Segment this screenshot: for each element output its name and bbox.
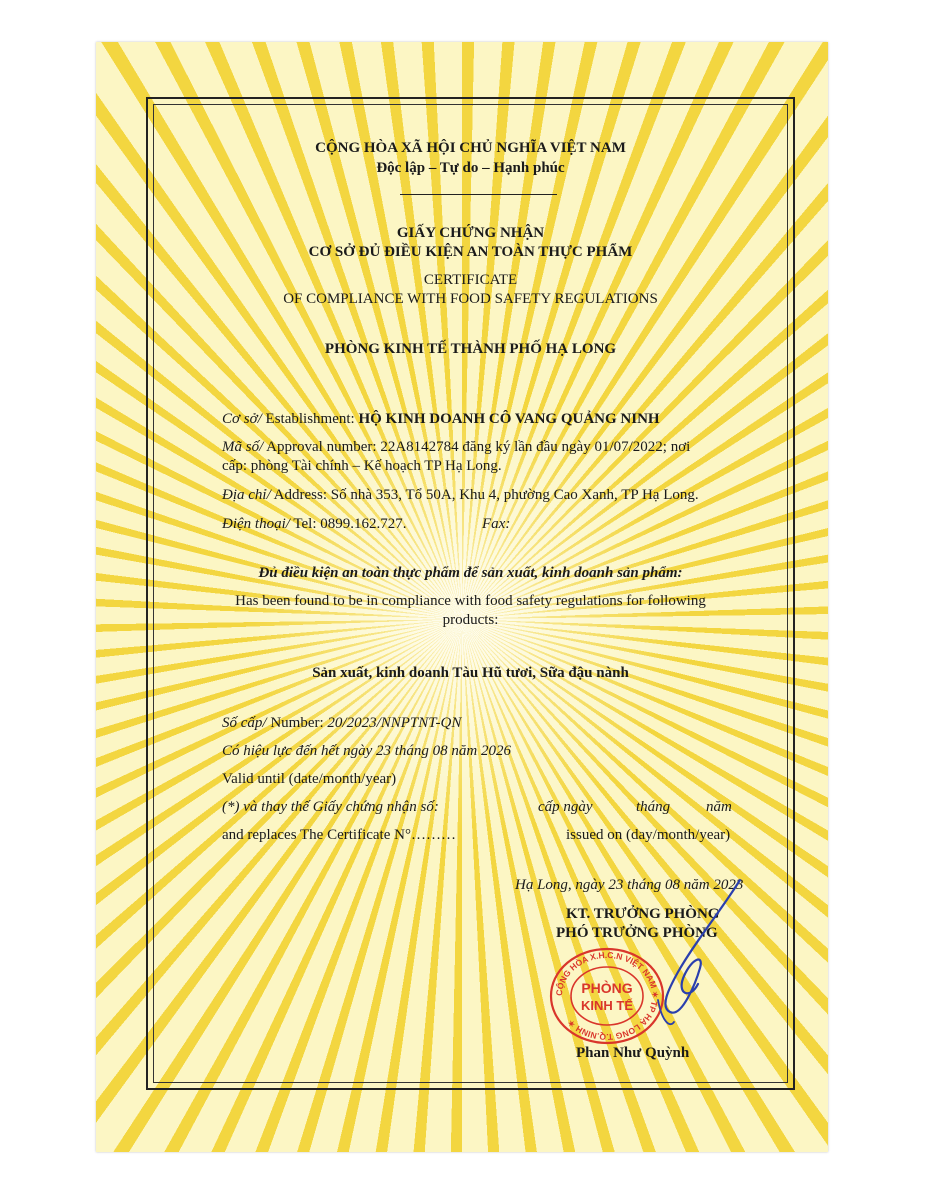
issuing-authority: PHÒNG KINH TẾ THÀNH PHỐ HẠ LONG — [324, 341, 617, 357]
handwritten-signature — [600, 872, 780, 1032]
title-en-line1: CERTIFICATE — [423, 272, 518, 288]
title-vi-line2: CƠ SỞ ĐỦ ĐIỀU KIỆN AN TOÀN THỰC PHẨM — [308, 244, 633, 260]
phone-line — [222, 515, 407, 534]
address-value: Số nhà 353, Tổ 50A, Khu 4, phường Cao Xanh, TP Hạ Long. — [330, 487, 699, 503]
address-label-vi: Địa chỉ/ — [222, 487, 271, 503]
fax-label: Fax: — [482, 516, 511, 532]
number-line — [222, 714, 461, 733]
compliance-statement-en-line1: Has been found to be in compliance with food safety regulations for following — [235, 593, 706, 609]
replaces-en: and replaces The Certificate N°……… — [222, 827, 456, 843]
seal-line1: PHÒNG — [581, 980, 633, 996]
national-motto: Độc lập – Tự do – Hạnh phúc — [376, 160, 565, 176]
address-label-en: Address: — [270, 487, 331, 503]
replaces-vi: (*) và thay thế Giấy chứng nhận số: — [222, 799, 439, 815]
approval-label-en: Approval number: — [263, 439, 381, 455]
products-description: Sản xuất, kinh doanh Tàu Hũ tươi, Sữa đậu nành — [312, 665, 629, 681]
signer-name: Phan Như Quỳnh — [576, 1045, 690, 1061]
seal-ring-text: CỘNG HÒA X.H.C.N VIỆT NAM ✶ TP HẠ LONG T.Q.NINH ✶ — [553, 949, 661, 1043]
header-divider — [400, 194, 557, 195]
number-label-vi: Số cấp/ — [222, 715, 267, 731]
approval-label-vi: Mã số/ — [222, 439, 264, 455]
title-vi-line1: GIẤY CHỨNG NHẬN — [396, 225, 545, 241]
establishment-value: HỘ KINH DOANH CÔ VANG QUẢNG NINH — [358, 411, 660, 427]
signer-title-line2: PHÓ TRƯỞNG PHÒNG — [556, 925, 718, 941]
phone-value: 0899.162.727. — [320, 516, 407, 532]
country-name: CỘNG HÒA XÃ HỘI CHỦ NGHĨA VIỆT NAM — [315, 140, 626, 156]
title-en-line2: OF COMPLIANCE WITH FOOD SAFETY REGULATIONS — [283, 291, 658, 307]
validity-en: Valid until (date/month/year) — [222, 771, 397, 787]
approval-line1 — [222, 438, 690, 457]
approval-value-line1: 22A8142784 đăng ký lần đầu ngày 01/07/2022; nơi — [380, 439, 691, 455]
replaces-en-issued: issued on (day/month/year) — [566, 827, 731, 843]
compliance-statement-en-line2: products: — [442, 612, 499, 628]
validity-vi: Có hiệu lực đến hết ngày 23 tháng 08 năm 2026 — [222, 743, 511, 759]
phone-label-en: Tel: — [289, 516, 321, 532]
establishment-label-vi: Cơ sở/ — [222, 411, 262, 427]
seal-line2: KINH TẾ — [581, 998, 633, 1013]
establishment-line — [222, 410, 660, 429]
replaces-vi-issued: cấp ngày — [538, 799, 593, 815]
replaces-vi-year: năm — [706, 799, 732, 815]
phone-label-vi: Điện thoại/ — [222, 516, 290, 532]
signer-title-line1: KT. TRƯỞNG PHÒNG — [566, 906, 720, 922]
address-line — [222, 486, 699, 505]
signature-stroke — [665, 880, 740, 1013]
compliance-statement-vi: Đủ điều kiện an toàn thực phẩm để sản xuất, kinh doanh sản phẩm: — [258, 565, 683, 581]
replaces-vi-month: tháng — [636, 799, 671, 815]
approval-value-line2: cấp: phòng Tài chính – Kế hoạch TP Hạ Long. — [222, 458, 502, 474]
number-value: 20/2023/NNPTNT-QN — [327, 715, 462, 731]
signing-place-date: Hạ Long, ngày 23 tháng 08 năm 2023 — [515, 877, 744, 893]
establishment-label-en: Establishment: — [261, 411, 359, 427]
number-label-en: Number: — [266, 715, 328, 731]
